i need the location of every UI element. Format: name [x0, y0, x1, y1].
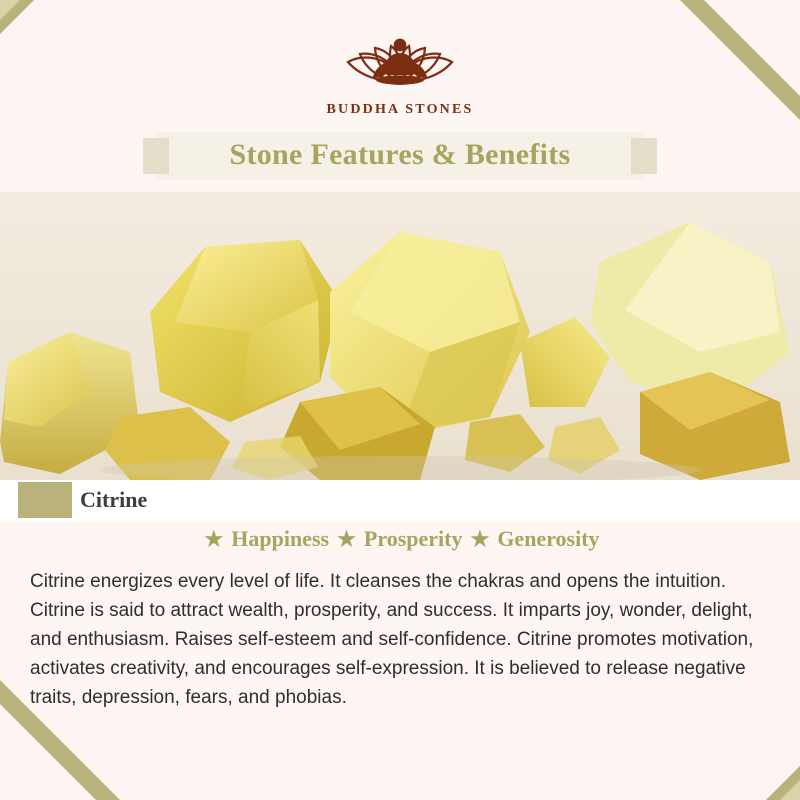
page-title: Stone Features & Benefits: [229, 138, 571, 171]
star-icon: ★: [204, 526, 224, 551]
keyword-happiness: Happiness: [231, 526, 330, 551]
star-icon: ★: [470, 526, 490, 551]
stone-name: Citrine: [80, 487, 148, 512]
title-banner: [0, 132, 800, 180]
stone-name-tab: [18, 482, 72, 518]
lotus-meditation-icon: [320, 22, 480, 98]
citrine-stones-illustration: [0, 192, 800, 480]
keyword-prosperity: Prosperity: [363, 526, 463, 551]
stone-description: Citrine energizes every level of life. It cleanses the chakras and opens the intuition. Citrine is said to attract wealth, prosperity, and success. It imparts joy, wonder, delight, and enthusiasm. Raises self-esteem and self-confidence. Citrine promotes motivation, activates creativity, and encourages self-expression. It is believed to release negative traits, depression, fears, and phobias.: [30, 571, 754, 708]
stone-keywords: [0, 522, 800, 562]
keyword-generosity: Generosity: [497, 526, 600, 551]
brand-name: BUDDHA STONES: [326, 102, 474, 117]
brand-header: [0, 0, 800, 118]
hero-image: [0, 192, 800, 480]
stone-name-strip: [0, 480, 800, 522]
star-icon: ★: [337, 526, 356, 551]
